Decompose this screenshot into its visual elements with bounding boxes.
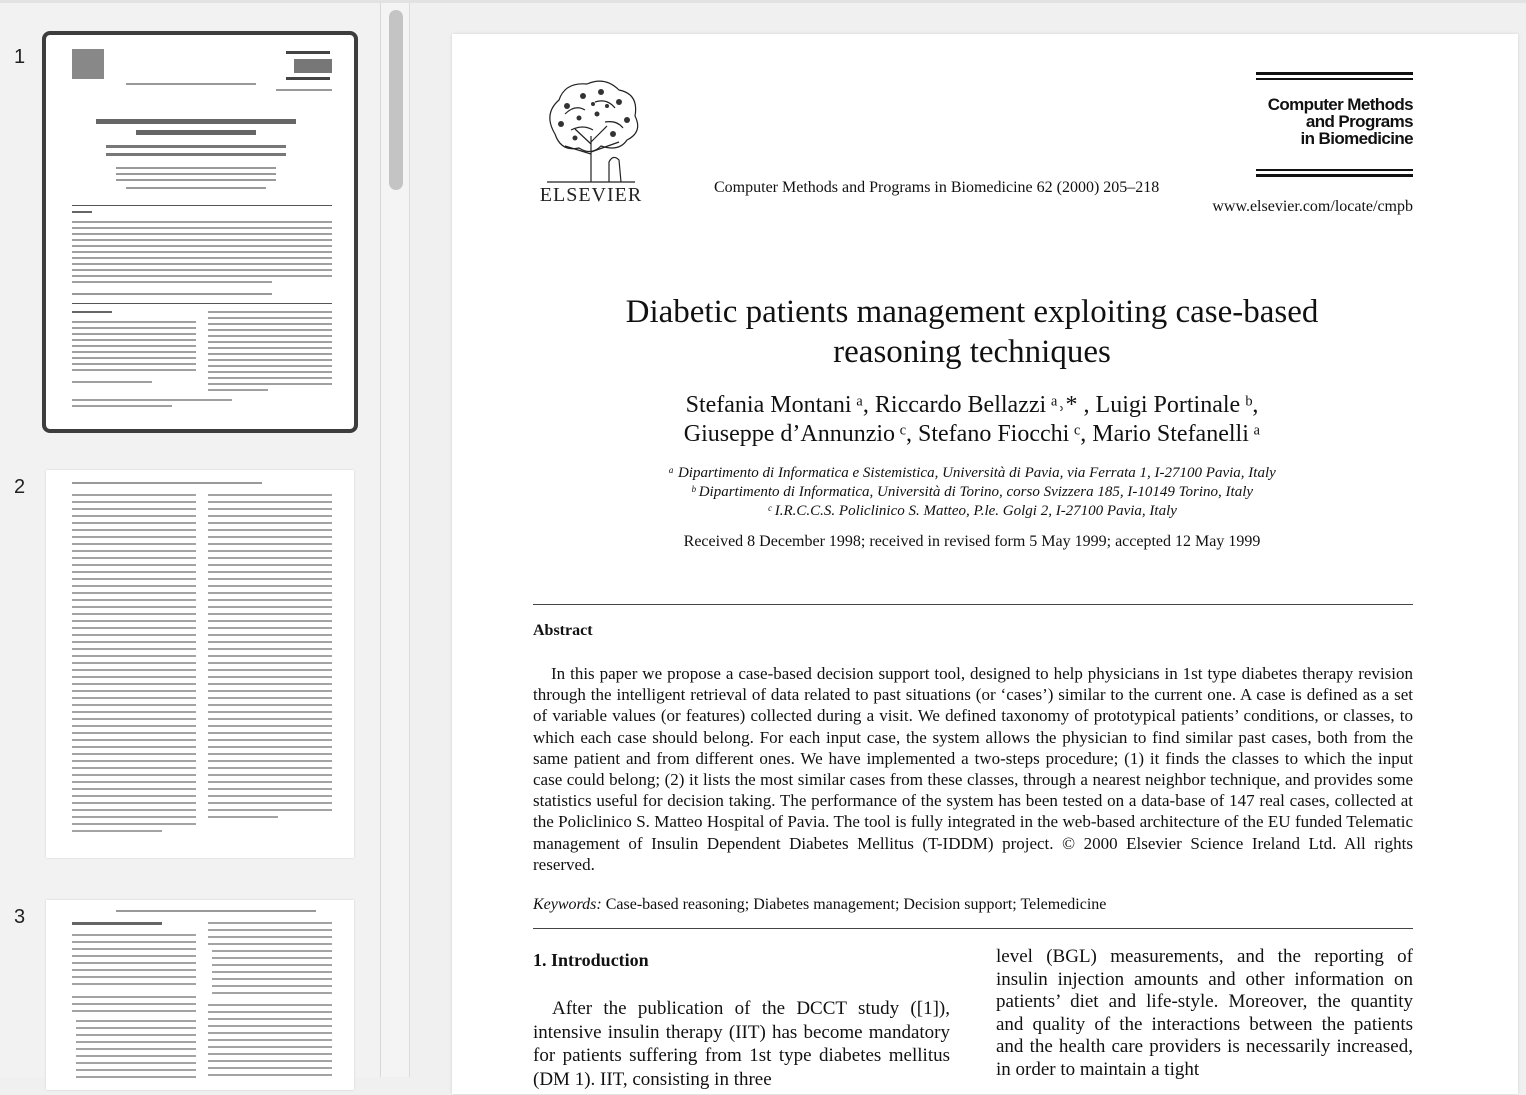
journal-logo-rule (1256, 169, 1413, 171)
publisher-name: ELSEVIER (539, 184, 643, 206)
journal-url[interactable]: www.elsevier.com/locate/cmpb (1212, 198, 1413, 215)
abstract-bottom-rule (533, 928, 1413, 929)
page-number-1: 1 (14, 46, 26, 68)
body-column-right: level (BGL) measurements, and the reporting of insulin injection amounts and other information on patients’ diet and life-style. Moreover, the quantity and quality of the interactions between the patients and the health care providers is necessarily increased, in order to maintain a tight (996, 946, 1413, 1080)
received-dates: Received 8 December 1998; received in revised form 5 May 1999; accepted 12 May 1999 (683, 533, 1261, 550)
body-column-left: After the publication of the DCCT study ([1]), intensive insulin therapy (IIT) has become mandatory for patients suffering from 1st type diabetes mellitus (DM 1). IIT, consisting in three (533, 998, 950, 1090)
thumbnail-3-preview (46, 900, 354, 1090)
paper-title: Diabetic patients management exploiting case-based reasoning techniques (625, 294, 1319, 370)
document-viewport[interactable] (410, 3, 1526, 1090)
thumbnail-2-preview (46, 470, 354, 858)
elsevier-tree-icon (535, 74, 647, 186)
page-thumbnail-1[interactable] (46, 35, 354, 429)
author-list: Stefania Montani ᵃ, Riccardo Bellazzi ᵃ˒* , Luigi Portinale ᵇ, Giuseppe d’Annunzio ᶜ, Stefano Fiocchi ᶜ, Mario Stefanelli ᵃ (683, 392, 1261, 447)
page-number-3: 3 (14, 906, 26, 928)
section-heading: 1. Introduction (533, 950, 649, 970)
journal-logo (1256, 72, 1413, 180)
document-page (452, 34, 1518, 1094)
journal-logo-rule (1256, 174, 1413, 177)
journal-logo-rule (1256, 78, 1413, 80)
page-thumbnail-3[interactable] (46, 900, 354, 1090)
elsevier-logo (532, 74, 650, 207)
journal-logo-rule (1256, 72, 1413, 75)
thumbnail-1-preview (46, 35, 354, 429)
thumbnail-sidebar[interactable] (0, 3, 380, 1077)
page-thumbnail-2[interactable] (46, 470, 354, 858)
journal-citation: Computer Methods and Programs in Biomedicine 62 (2000) 205–218 (714, 179, 1160, 196)
abstract-top-rule (533, 604, 1413, 605)
keywords (533, 896, 1106, 914)
abstract-text: In this paper we propose a case-based decision support tool, designed to help physicians in 1st type diabetes therapy revision through the intelligent retrieval of data related to past situations (or ‘cases’) similar to the current one. A case is defined as a set of variable values (or features) collected during a visit. We defined taxonomy of prototypical patients’ conditions, or classes, to which each case should belong. For each input case, the system allows the physician to find similar past cases, both from the same patient and from different ones. We have implemented a two-steps procedure; (1) it finds the classes to which the input case could belong; (2) it lists the most similar cases from these classes, through a nearest neighbor technique, and provides some statistics useful for decision taking. The performance of the system has been tested on a data-base of 147 real cases, collected at the Policlinico S. Matteo Hospital of Pavia. The tool is fully integrated in the web-based architecture of the EU funded Telematic management of Insulin Dependent Diabetes Mellitus (T-IDDM) project. © 2000 Elsevier Science Ireland Ltd. All rights reserved. (533, 664, 1413, 874)
abstract-heading: Abstract (533, 622, 593, 639)
keywords-text: Case-based reasoning; Diabetes management; Decision support; Telemedicine (605, 896, 1107, 913)
keywords-label: Keywords: (533, 896, 602, 913)
journal-logo-text: Computer Methods and Programs in Biomedicine (1267, 95, 1413, 148)
affiliations: ᵃ Dipartimento di Informatica e Sistemistica, Università di Pavia, via Ferrata 1, I-27100 Pavia, Italy ᵇ Dipartimento di Informatica, Università di Torino, corso Svizzera 185, I-10149 Torino, Italy ᶜ I.R.C.C.S. Policlinico S. Matteo, P.le. Golgi 2, I-27100 Pavia, Italy (668, 465, 1276, 519)
sidebar-scrollbar-thumb[interactable] (389, 10, 403, 190)
page-number-2: 2 (14, 476, 26, 498)
